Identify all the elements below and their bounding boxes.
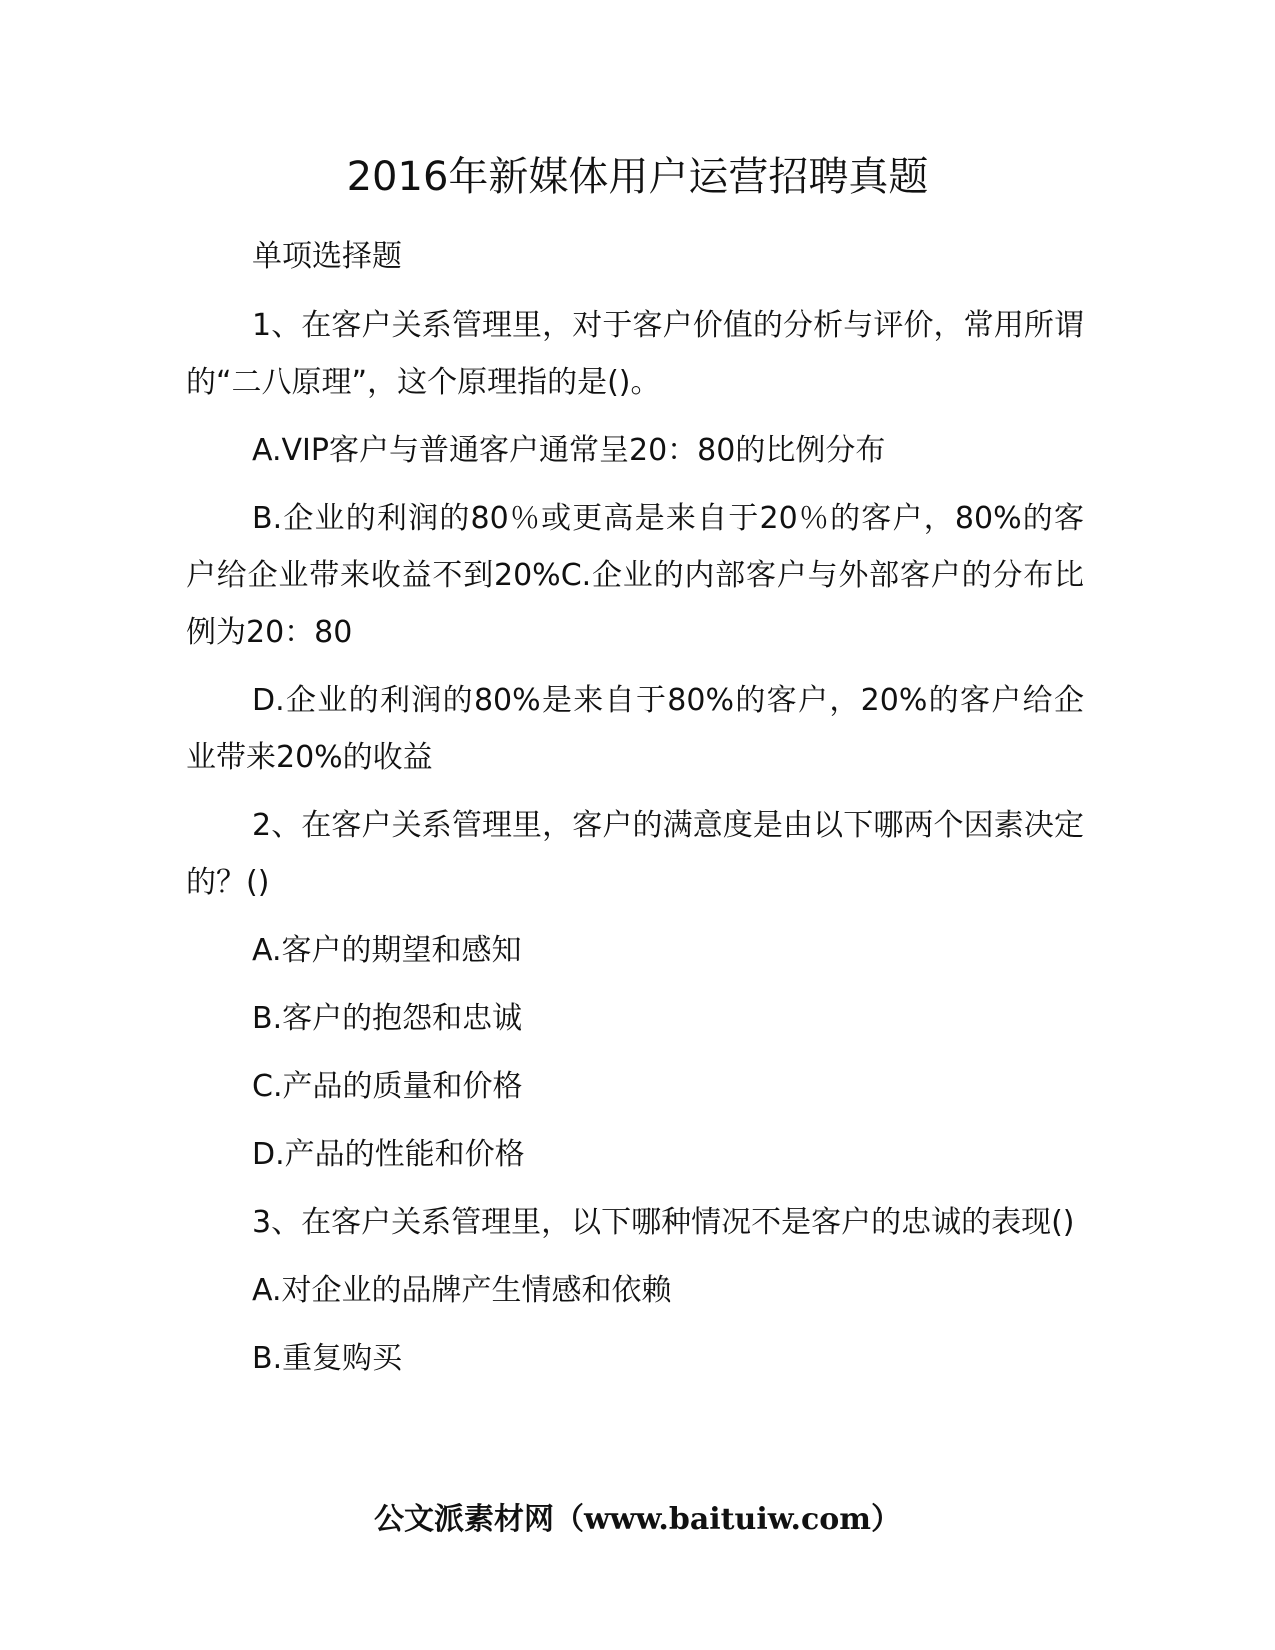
question-3: 3、在客户关系管理里，以下哪种情况不是客户的忠诚的表现() — [252, 1205, 1075, 1240]
question-1-option-d: D.企业的利润的80%是来自于80%的客户，20%的客户给企业带来20%的收益 — [186, 683, 1084, 775]
question-3-option-a: A.对企业的品牌产生情感和依赖 — [252, 1273, 672, 1308]
question-1-option-a: A.VIP客户与普通客户通常呈20：80的比例分布 — [252, 433, 886, 468]
question-3-option-b: B.重复购买 — [252, 1341, 403, 1376]
question-1-option-b-c: B.企业的利润的80％或更高是来自于20％的客户，80%的客户给企业带来收益不到20%C.企业的内部客户与外部客户的分布比例为20：80 — [186, 501, 1084, 650]
document-body — [186, 228, 1084, 1398]
question-2-option-a: A.客户的期望和感知 — [252, 933, 522, 968]
question-2: 2、在客户关系管理里，客户的满意度是由以下哪两个因素决定的？() — [186, 808, 1084, 900]
page-title: 2016年新媒体用户运营招聘真题 — [346, 154, 929, 200]
question-2-option-c: C.产品的质量和价格 — [252, 1069, 523, 1104]
section-label: 单项选择题 — [252, 239, 402, 274]
question-1: 1、在客户关系管理里，对于客户价值的分析与评价，常用所谓的“二八原理”，这个原理指的是()。 — [186, 308, 1084, 400]
question-2-option-b: B.客户的抱怨和忠诚 — [252, 1001, 523, 1036]
question-2-option-d: D.产品的性能和价格 — [252, 1137, 525, 1172]
page-footer: 公文派素材网（www.baituiw.com） — [373, 1502, 902, 1537]
